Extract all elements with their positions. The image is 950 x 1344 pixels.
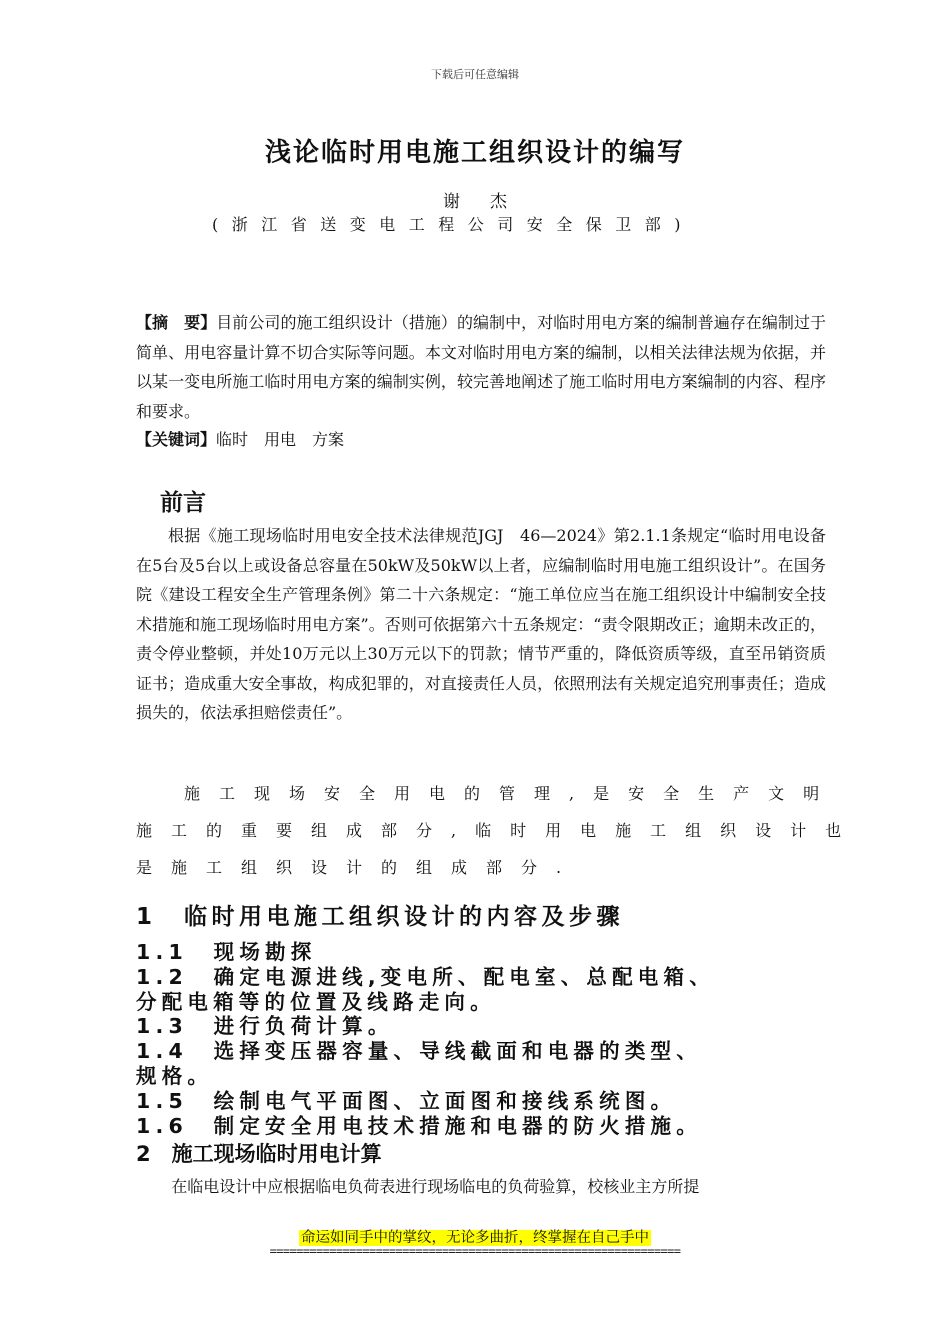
step-line: 1.1 现场勘探 bbox=[136, 940, 317, 964]
header-note: 下载后可任意编辑 bbox=[431, 68, 519, 81]
step-line: 1.2 确定电源进线,变电所、配电室、总配电箱、 bbox=[136, 964, 715, 989]
section-1-steps bbox=[136, 940, 846, 1138]
abstract-text: 目前公司的施工组织设计（措施）的编制中，对临时用电方案的编制普遍存在编制过于简单、用电容量计算不切合实际等问题。本文对临时用电方案的编制，以相关法律法规为依据，并以某一变电所施工临时用电方案的编制实例，较完善地阐述了施工临时用电方案编制的内容、程序和要求。 bbox=[136, 313, 826, 421]
preface-text: 根据《施工现场临时用电安全技术法律规范JGJ 46—2024》第2.1.1条规定“临时用电设备在5台及5台以上或设备总容量在50kW及50kW以上者，应编制临时用电施工组织设计”。在国务院《建设工程安全生产管理条例》第二十六条规定：“施工单位应当在施工组织设计中编制安全技术措施和施工现场临时用电方案”。否则可依据第六十五条规定：“责令限期改正；逾期未改正的，责令停业整顿，并处10万元以上30万元以下的罚款；情节严重的，降低资质等级，直至吊销资质证书；造成重大安全事故，构成犯罪的，对直接责任人员，依照刑法有关规定追究刑事责任；造成损失的，依法承担赔偿责任”。 bbox=[136, 526, 826, 722]
section-1-heading: 1 临时用电施工组织设计的内容及步骤 bbox=[136, 904, 625, 930]
step-line: 分配电箱等的位置及线路走向。 bbox=[136, 989, 496, 1014]
step-line: 规格。 bbox=[136, 1063, 214, 1088]
abstract-label: 【摘 要】 bbox=[136, 313, 217, 332]
step-line: 1.5 绘制电气平面图、立面图和接线系统图。 bbox=[136, 1088, 677, 1113]
keywords-label: 【关键词】 bbox=[136, 430, 217, 449]
management-paragraph bbox=[136, 775, 861, 886]
author-name: 谢杰 bbox=[443, 192, 537, 212]
section-2-text: 在临电设计中应根据临电负荷表进行现场临电的负荷验算，校核业主方所提 bbox=[171, 1177, 700, 1196]
preface-section bbox=[136, 521, 826, 728]
author-affiliation: (浙江省送变电工程公司安全保卫部) bbox=[212, 215, 694, 234]
abstract-section bbox=[136, 308, 826, 426]
management-line-1: 施工现场安全用电的管理,是安全生产文明 bbox=[184, 784, 839, 803]
footer-motto-text: 命运如同手中的掌纹，无论多曲折，终掌握在自己手中 bbox=[301, 1230, 649, 1246]
management-line-3: 是施工组织设计的组成部分. bbox=[136, 858, 581, 877]
document-title: 浅论临时用电施工组织设计的编写 bbox=[264, 138, 685, 168]
step-line: 1.3 进行负荷计算。 bbox=[136, 1014, 394, 1039]
preface-heading: 前言 bbox=[160, 490, 206, 516]
step-line: 1.4 选择变压器容量、导线截面和电器的类型、 bbox=[136, 1039, 702, 1064]
keywords-section bbox=[136, 427, 344, 450]
keywords-text: 临时 用电 方案 bbox=[216, 430, 345, 449]
step-line: 1.6 制定安全用电技术措施和电器的防火措施。 bbox=[136, 1113, 702, 1138]
management-line-2: 施工的重要组成部分,临时用电施工组织设计也 bbox=[136, 821, 861, 840]
section-2-heading: 2 施工现场临时用电计算 bbox=[136, 1142, 382, 1166]
footer-divider: ============================================================== bbox=[269, 1244, 681, 1258]
